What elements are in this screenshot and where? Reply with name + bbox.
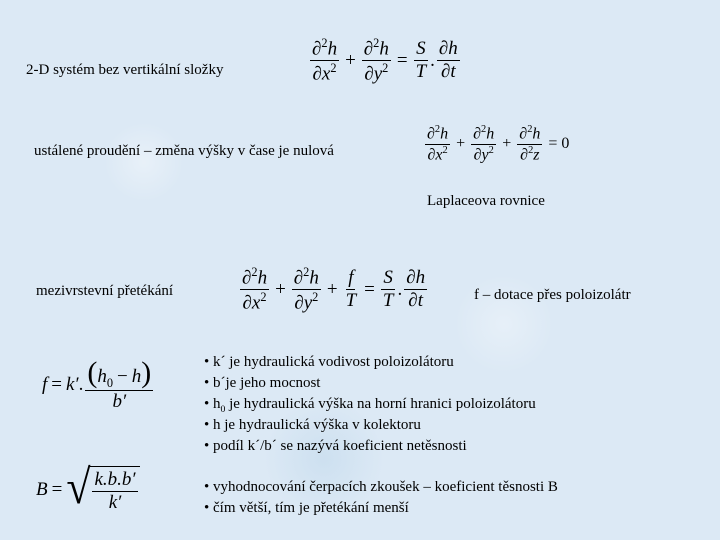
list-item: • k´ je hydraulická vodivost poloizolátoru <box>204 354 454 370</box>
label-laplace-equation: Laplaceova rovnice <box>427 193 545 209</box>
list-item: • $h_0$ je hydraulická výška na horní hranici poloizolátoru <box>204 396 536 415</box>
pumping-test-notes-list <box>204 477 558 519</box>
label-leakage: mezivrstevní přetékání <box>36 283 174 299</box>
list-item: • h je hydraulická výška v kolektoru <box>204 417 421 433</box>
equation-leakage-flux: f = k′ . $\frac{(h_0 - h)}{b'}$ <box>42 356 152 412</box>
equation-2d-groundwater: $\frac{\partial^2h}{\partial x^2}$ + $\frac{\partial^2h}{\partial y^2}$ = $\frac{S}{T}$ . $\frac{\partial h}{\partial t}$ <box>312 36 458 85</box>
equation-laplace: $\frac{\partial^2h}{\partial x^2}$ + $\frac{\partial^2h}{\partial y^2}$ + $\frac{\partial^2h}{\partial^2z}$ = 0 <box>427 124 570 164</box>
label-steady-flow: ustálené proudění – změna výšky v čase je nulová <box>34 143 334 159</box>
list-item: • vyhodnocování čerpacích zkoušek – koeficient těsnosti B <box>204 479 558 495</box>
list-item: • čím větší, tím je přetékání menší <box>204 500 409 516</box>
label-recharge: f – dotace přes poloizolátr <box>474 287 631 303</box>
list-item: • podíl k´/b´ se nazývá koeficient netěsnosti <box>204 438 467 454</box>
label-2d-system: 2-D systém bez vertikální složky <box>26 62 224 78</box>
aquitard-notes-list <box>204 352 536 457</box>
list-item: • b´je jeho mocnost <box>204 375 321 391</box>
equation-leakage: $\frac{\partial^2h}{\partial x^2}$ + $\frac{\partial^2h}{\partial y^2}$ + $\frac{f}{T}$ = $\frac{S}{T}$ . $\frac{\partial h}{\partial t}$ <box>242 265 426 314</box>
equation-leakage-factor: B = √ $\frac{k.b.b'}{k'}$ <box>36 466 140 514</box>
